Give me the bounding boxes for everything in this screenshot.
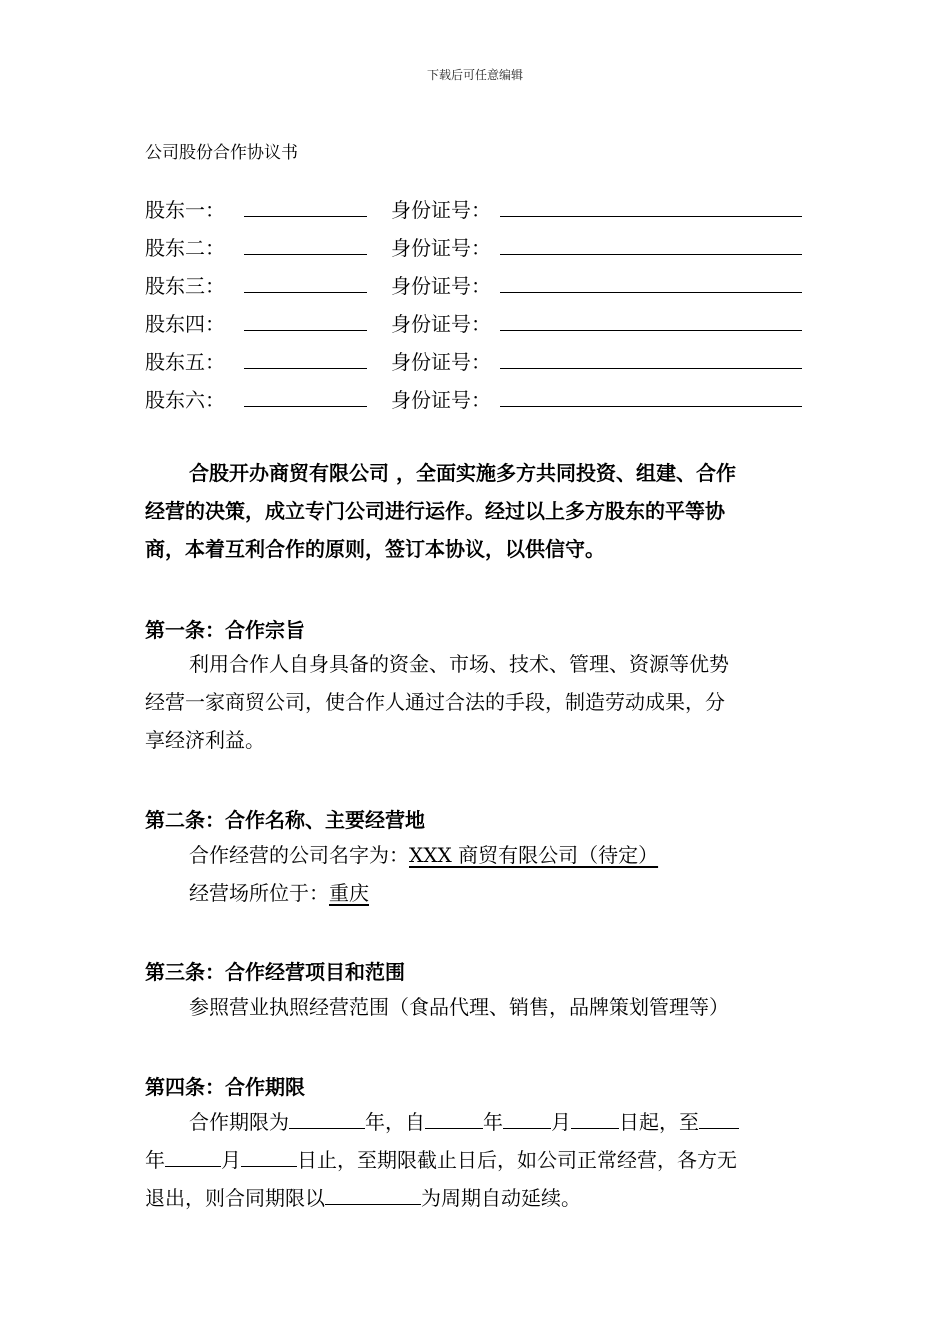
article-4-heading: 第四条：合作期限 bbox=[145, 1075, 305, 1099]
shareholder-name-blank bbox=[244, 330, 367, 331]
id-number-label: 身份证号： bbox=[391, 274, 491, 298]
shareholder-name-blank bbox=[244, 216, 367, 217]
article-1-line: 享经济利益。 bbox=[145, 728, 265, 752]
id-number-blank bbox=[500, 216, 802, 217]
id-number-blank bbox=[500, 254, 802, 255]
term-text: 合作期限为 bbox=[189, 1110, 289, 1134]
term-years-blank bbox=[289, 1108, 365, 1129]
article-2-heading: 第二条：合作名称、主要经营地 bbox=[145, 808, 425, 832]
article-3-line: 参照营业执照经营范围（食品代理、销售，品牌策划管理等） bbox=[189, 995, 729, 1019]
preamble-paragraph bbox=[145, 454, 805, 568]
term-text: 为周期自动延续。 bbox=[421, 1186, 581, 1210]
shareholder-label: 股东五： bbox=[145, 350, 225, 374]
company-name-value: XXX 商贸有限公司（待定） bbox=[409, 843, 659, 867]
term-text: 日止，至期限截止日后，如公司正常经营，各方无 bbox=[297, 1148, 737, 1172]
article-3-body bbox=[145, 988, 805, 1026]
preamble-line: 商，本着互利合作的原则，签订本协议，以供信守。 bbox=[145, 537, 605, 561]
shareholder-label: 股东二： bbox=[145, 236, 225, 260]
term-text: 年 bbox=[483, 1110, 503, 1134]
shareholder-label: 股东六： bbox=[145, 388, 225, 412]
start-year-blank bbox=[425, 1108, 483, 1129]
document-title: 公司股份合作协议书 bbox=[145, 143, 298, 163]
business-place-line bbox=[145, 874, 805, 912]
company-name-prefix: 合作经营的公司名字为： bbox=[189, 843, 409, 867]
start-month-blank bbox=[503, 1108, 551, 1129]
article-1-heading: 第一条：合作宗旨 bbox=[145, 618, 305, 642]
shareholder-label: 股东三： bbox=[145, 274, 225, 298]
end-day-blank bbox=[241, 1146, 297, 1167]
shareholder-label: 股东四： bbox=[145, 312, 225, 336]
preamble-line: 合股开办商贸有限公司 ，全面实施多方共同投资、组建、合作 bbox=[189, 461, 736, 485]
term-line-1 bbox=[145, 1103, 805, 1141]
shareholder-name-blank bbox=[244, 254, 367, 255]
article-2-body bbox=[145, 836, 805, 912]
business-place-value: 重庆 bbox=[329, 881, 369, 905]
business-place-prefix: 经营场所位于： bbox=[189, 881, 329, 905]
id-number-label: 身份证号： bbox=[391, 236, 491, 260]
term-text: 月 bbox=[221, 1148, 241, 1172]
shareholder-label: 股东一： bbox=[145, 198, 225, 222]
id-number-blank bbox=[500, 330, 802, 331]
article-4-body bbox=[145, 1103, 805, 1217]
header-note: 下载后可任意编辑 bbox=[426, 68, 523, 82]
company-name-line bbox=[145, 836, 805, 874]
id-number-blank bbox=[500, 368, 802, 369]
start-day-blank bbox=[571, 1108, 619, 1129]
shareholder-name-blank bbox=[244, 368, 367, 369]
term-text: 月 bbox=[551, 1110, 571, 1134]
id-number-label: 身份证号： bbox=[391, 388, 491, 412]
shareholder-name-blank bbox=[244, 292, 367, 293]
article-3-heading: 第三条：合作经营项目和范围 bbox=[145, 960, 405, 984]
shareholder-name-blank bbox=[244, 406, 367, 407]
term-text: 年 bbox=[145, 1148, 165, 1172]
id-number-label: 身份证号： bbox=[391, 350, 491, 374]
end-month-blank bbox=[165, 1146, 221, 1167]
id-number-label: 身份证号： bbox=[391, 198, 491, 222]
term-line-3 bbox=[145, 1179, 805, 1217]
term-text: 退出，则合同期限以 bbox=[145, 1186, 325, 1210]
term-text: 年，自 bbox=[365, 1110, 425, 1134]
article-1-body bbox=[145, 645, 805, 759]
article-1-line: 经营一家商贸公司，使合作人通过合法的手段，制造劳动成果，分 bbox=[145, 690, 725, 714]
end-year-blank bbox=[699, 1108, 739, 1129]
renewal-period-blank bbox=[325, 1184, 421, 1205]
id-number-label: 身份证号： bbox=[391, 312, 491, 336]
id-number-blank bbox=[500, 406, 802, 407]
preamble-line: 经营的决策，成立专门公司进行运作。经过以上多方股东的平等协 bbox=[145, 499, 725, 523]
term-line-2 bbox=[145, 1141, 805, 1179]
article-1-line: 利用合作人自身具备的资金、市场、技术、管理、资源等优势 bbox=[189, 652, 729, 676]
id-number-blank bbox=[500, 292, 802, 293]
term-text: 日起，至 bbox=[619, 1110, 699, 1134]
